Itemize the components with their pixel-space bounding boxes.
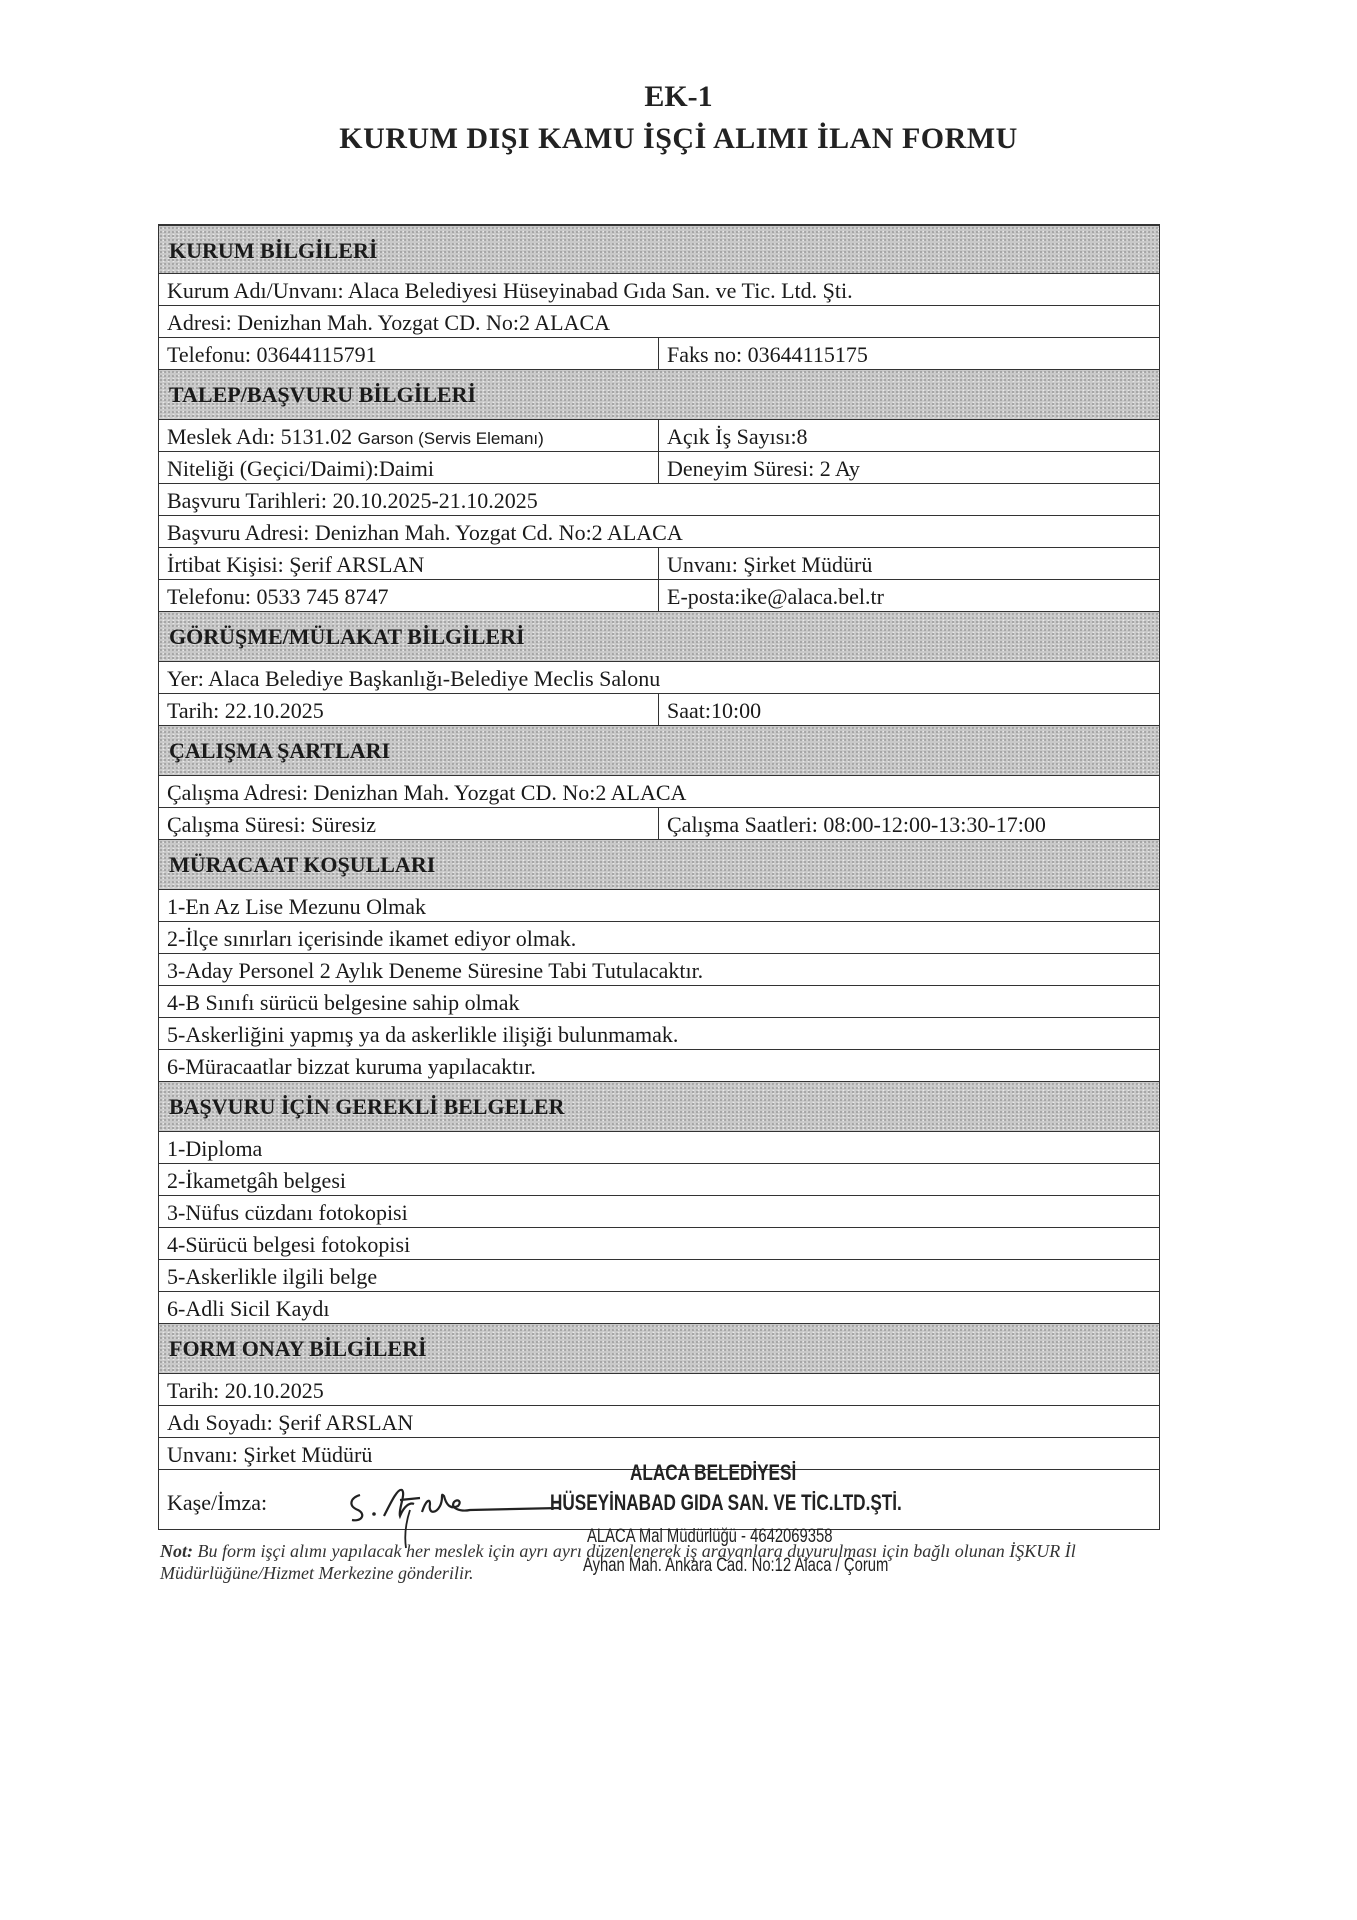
- belge-item: 2-İkametgâh belgesi: [167, 1168, 346, 1193]
- kase-imza-label: Kaşe/İmza:: [167, 1490, 268, 1515]
- section-header-calisma: ÇALIŞMA ŞARTLARI: [159, 726, 1159, 776]
- deneyim-suresi: Deneyim Süresi: 2 Ay: [667, 456, 860, 481]
- meslek-name: Garson (Servis Elemanı): [357, 429, 544, 448]
- onay-adi-soyadi: Adı Soyadı: Şerif ARSLAN: [167, 1410, 414, 1435]
- section-header-onay: FORM ONAY BİLGİLERİ: [159, 1324, 1159, 1374]
- irtibat-eposta: E-posta:ike@alaca.bel.tr: [667, 584, 884, 609]
- belge-item: 6-Adli Sicil Kaydı: [167, 1296, 330, 1321]
- meslek-code: Meslek Adı: 5131.02: [167, 424, 353, 449]
- meslek-adi: [159, 420, 659, 451]
- kurum-faks: Faks no: 03644115175: [667, 342, 868, 367]
- company-stamp-line3: ALACA Mal Müdürlüğü - 4642069358: [587, 1526, 833, 1547]
- calisma-adresi: Çalışma Adresi: Denizhan Mah. Yozgat CD. No:2 ALACA: [167, 780, 687, 805]
- muracaat-item: 6-Müracaatlar bizzat kuruma yapılacaktır.: [167, 1054, 536, 1079]
- kurum-adres: Adresi: Denizhan Mah. Yozgat CD. No:2 ALACA: [167, 310, 611, 335]
- muracaat-item: 2-İlçe sınırları içerisinde ikamet ediyor olmak.: [167, 926, 577, 951]
- niteligi: Niteliği (Geçici/Daimi):Daimi: [159, 452, 659, 483]
- basvuru-adresi: Başvuru Adresi: Denizhan Mah. Yozgat Cd. No:2 ALACA: [167, 520, 683, 545]
- form-title: KURUM DIŞI KAMU İŞÇİ ALIMI İLAN FORMU: [339, 122, 1018, 155]
- belge-item: 1-Diploma: [167, 1136, 263, 1161]
- section-header-talep: TALEP/BAŞVURU BİLGİLERİ: [159, 370, 1159, 420]
- irtibat-telefon: Telefonu: 0533 745 8747: [159, 580, 659, 611]
- belge-item: 4-Sürücü belgesi fotokopisi: [167, 1232, 411, 1257]
- calisma-suresi: Çalışma Süresi: Süresiz: [159, 808, 659, 839]
- irtibat-kisisi: İrtibat Kişisi: Şerif ARSLAN: [159, 548, 659, 579]
- muracaat-item: 3-Aday Personel 2 Aylık Deneme Süresine Tabi Tutulacaktır.: [167, 958, 704, 983]
- section-header-gorusme: GÖRÜŞME/MÜLAKAT BİLGİLERİ: [159, 612, 1159, 662]
- muracaat-item: 5-Askerliğini yapmış ya da askerlikle ilişiği bulunmamak.: [167, 1022, 679, 1047]
- job-posting-form: [158, 224, 1160, 1530]
- gorusme-saat: Saat:10:00: [667, 698, 762, 723]
- gorusme-tarih: Tarih: 22.10.2025: [159, 694, 659, 725]
- gorusme-yer: Yer: Alaca Belediye Başkanlığı-Belediye Meclis Salonu: [167, 666, 661, 691]
- company-stamp-line1: ALACA BELEDİYESİ: [630, 1460, 797, 1485]
- calisma-saatleri: Çalışma Saatleri: 08:00-12:00-13:30-17:00: [667, 812, 1046, 837]
- acik-is-sayisi: Açık İş Sayısı:8: [667, 424, 808, 449]
- note-text: Bu form işçi alımı yapılacak her meslek için ayrı ayrı düzenlenerek iş arayanlara duyurulması için bağlı olunan İŞKUR İl Müdürlüğüne/Hizmet Merkezine gönderilir.: [160, 1541, 1076, 1583]
- muracaat-item: 4-B Sınıfı sürücü belgesine sahip olmak: [167, 990, 520, 1015]
- company-stamp-line2: HÜSEYİNABAD GIDA SAN. VE TİC.LTD.ŞTİ.: [550, 1490, 902, 1515]
- section-header-muracaat: MÜRACAAT KOŞULLARI: [159, 840, 1159, 890]
- onay-tarih: Tarih: 20.10.2025: [167, 1378, 324, 1403]
- note-label: Not:: [160, 1541, 193, 1561]
- kurum-telefon: Telefonu: 03644115791: [159, 338, 659, 369]
- onay-unvan: Unvanı: Şirket Müdürü: [167, 1442, 373, 1467]
- irtibat-unvan: Unvanı: Şirket Müdürü: [667, 552, 873, 577]
- muracaat-item: 1-En Az Lise Mezunu Olmak: [167, 894, 427, 919]
- company-stamp-line4: Ayhan Mah. Ankara Cad. No:12 Alaca / Çorum: [583, 1555, 889, 1576]
- belge-item: 5-Askerlikle ilgili belge: [167, 1264, 378, 1289]
- form-annex-label: EK-1: [644, 80, 713, 113]
- section-header-kurum: KURUM BİLGİLERİ: [159, 226, 1159, 274]
- section-header-belgeler: BAŞVURU İÇİN GEREKLİ BELGELER: [159, 1082, 1159, 1132]
- basvuru-tarihleri: Başvuru Tarihleri: 20.10.2025-21.10.2025: [167, 488, 538, 513]
- signature-image: [340, 1470, 560, 1550]
- kurum-adi: Kurum Adı/Unvanı: Alaca Belediyesi Hüseyinabad Gıda San. ve Tic. Ltd. Şti.: [167, 278, 853, 303]
- belge-item: 3-Nüfus cüzdanı fotokopisi: [167, 1200, 408, 1225]
